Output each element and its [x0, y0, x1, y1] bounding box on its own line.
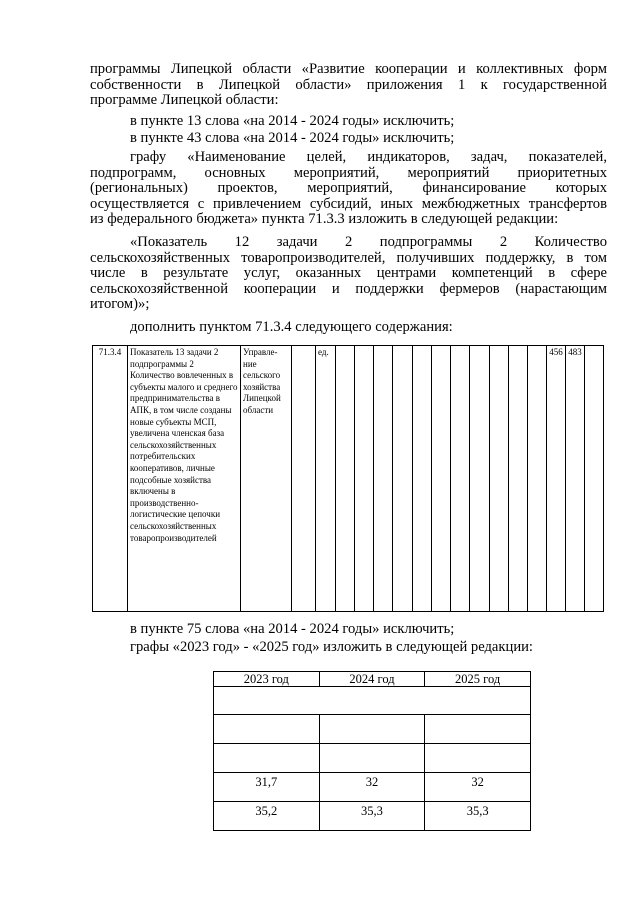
- table-row: [93, 346, 604, 612]
- text-line: дополнить пунктом 71.3.4 следующего содержания:: [130, 319, 453, 335]
- empty-cell: [214, 715, 320, 744]
- empty-cell: [393, 346, 413, 612]
- empty-cell: [425, 744, 531, 773]
- empty-cell: [451, 346, 470, 612]
- value-cell: 456: [547, 346, 566, 612]
- indicator-name: Показатель 13 задачи 2 подпрограммы 2 Количество вовлеченных в субъекты малого и среднего предпринимательства в АПК, в том числе созданы новые субъекты МСП, увеличена членская база сельскохозяйственных потребительских кооперативов, личные подсобные хозяйства включены в производственно-логистические цепочки сельскохозяйственных товаропроизводителей: [128, 346, 241, 612]
- text-line: сельскохозяйственной кооперации и поддержки фермеров (нарастающим: [90, 280, 607, 297]
- text-line: в пункте 43 слова «на 2014 - 2024 годы» исключить;: [130, 130, 455, 146]
- empty-cell: [490, 346, 509, 612]
- empty-cell: [319, 715, 425, 744]
- text-line: «Показатель 12 задачи 2 подпрограммы 2 Количество: [130, 234, 607, 250]
- empty-cell: [432, 346, 451, 612]
- indicator-table: [92, 345, 604, 612]
- text-line: программе Липецкой области:: [90, 92, 279, 109]
- text-line: в пункте 13 слова «на 2014 - 2024 годы» исключить;: [130, 113, 455, 129]
- header-cell: 2025 год: [425, 672, 531, 687]
- row-number: 71.3.4: [93, 346, 128, 612]
- empty-cell: [336, 346, 355, 612]
- text-line: подпрограмм, основных мероприятий, мероприятий приоритетных: [90, 164, 607, 181]
- empty-cell: [292, 346, 316, 612]
- header-cell: 2024 год: [319, 672, 425, 687]
- unit-cell: ед.: [316, 346, 336, 612]
- empty-cell: [509, 346, 528, 612]
- table-row: [214, 744, 531, 773]
- header-cell: 2023 год: [214, 672, 320, 687]
- intro-paragraph: [90, 62, 607, 109]
- value-cell: 31,7: [214, 773, 320, 802]
- table-header-row: [214, 672, 531, 687]
- table-row: [214, 773, 531, 802]
- value-cell: 32: [425, 773, 531, 802]
- text-line: графы «2023 год» - «2025 год» изложить в следующей редакции:: [130, 639, 533, 655]
- empty-cell: [413, 346, 432, 612]
- text-line: программы Липецкой области «Развитие кооперации и коллективных форм: [90, 61, 607, 77]
- value-cell: 35,2: [214, 802, 320, 831]
- text-line: графу «Наименование целей, индикаторов, задач, показателей,: [130, 149, 607, 165]
- value-cell: 35,3: [319, 802, 425, 831]
- empty-cell: [528, 346, 547, 612]
- text-line: сельскохозяйственных товаропроизводителей, получивших поддержку, в том: [90, 249, 607, 266]
- text-line: числе в результате услуг, оказанных центрами компетенций в сфере: [90, 265, 607, 282]
- empty-cell: [319, 744, 425, 773]
- empty-cell: [214, 744, 320, 773]
- empty-cell: [214, 687, 531, 715]
- text-line: осуществляется с привлечением субсидий, иных межбюджетных трансфертов: [90, 195, 607, 212]
- table-row: [214, 715, 531, 744]
- responsible-executor: Управле-ние сельского хозяйства Липецкой области: [241, 346, 292, 612]
- value-cell: 32: [319, 773, 425, 802]
- empty-cell: [585, 346, 604, 612]
- item-75-paragraph: [90, 622, 607, 638]
- text-line: (региональных) проектов, мероприятий, финансирование которых: [90, 180, 607, 197]
- value-cell: 483: [566, 346, 585, 612]
- quote-paragraph: [90, 235, 607, 313]
- text-line: в пункте 75 слова «на 2014 - 2024 годы» исключить;: [130, 621, 455, 637]
- years-table: [213, 671, 531, 831]
- empty-cell: [470, 346, 490, 612]
- empty-cell: [355, 346, 374, 612]
- value-cell: 35,3: [425, 802, 531, 831]
- columns-paragraph: [90, 640, 607, 656]
- item-43-paragraph: [90, 131, 607, 147]
- item-13-paragraph: [90, 114, 607, 130]
- text-line: из федерального бюджета» пункта 71.3.3 изложить в следующей редакции:: [90, 211, 559, 228]
- table-row: [214, 802, 531, 831]
- table-row: [214, 687, 531, 715]
- text-line: собственности в Липецкой области» приложения 1 к государственной: [90, 76, 607, 93]
- add-item-paragraph: [90, 320, 607, 336]
- empty-cell: [374, 346, 393, 612]
- empty-cell: [425, 715, 531, 744]
- text-line: итогом)»;: [90, 296, 150, 313]
- column-paragraph: [90, 150, 607, 228]
